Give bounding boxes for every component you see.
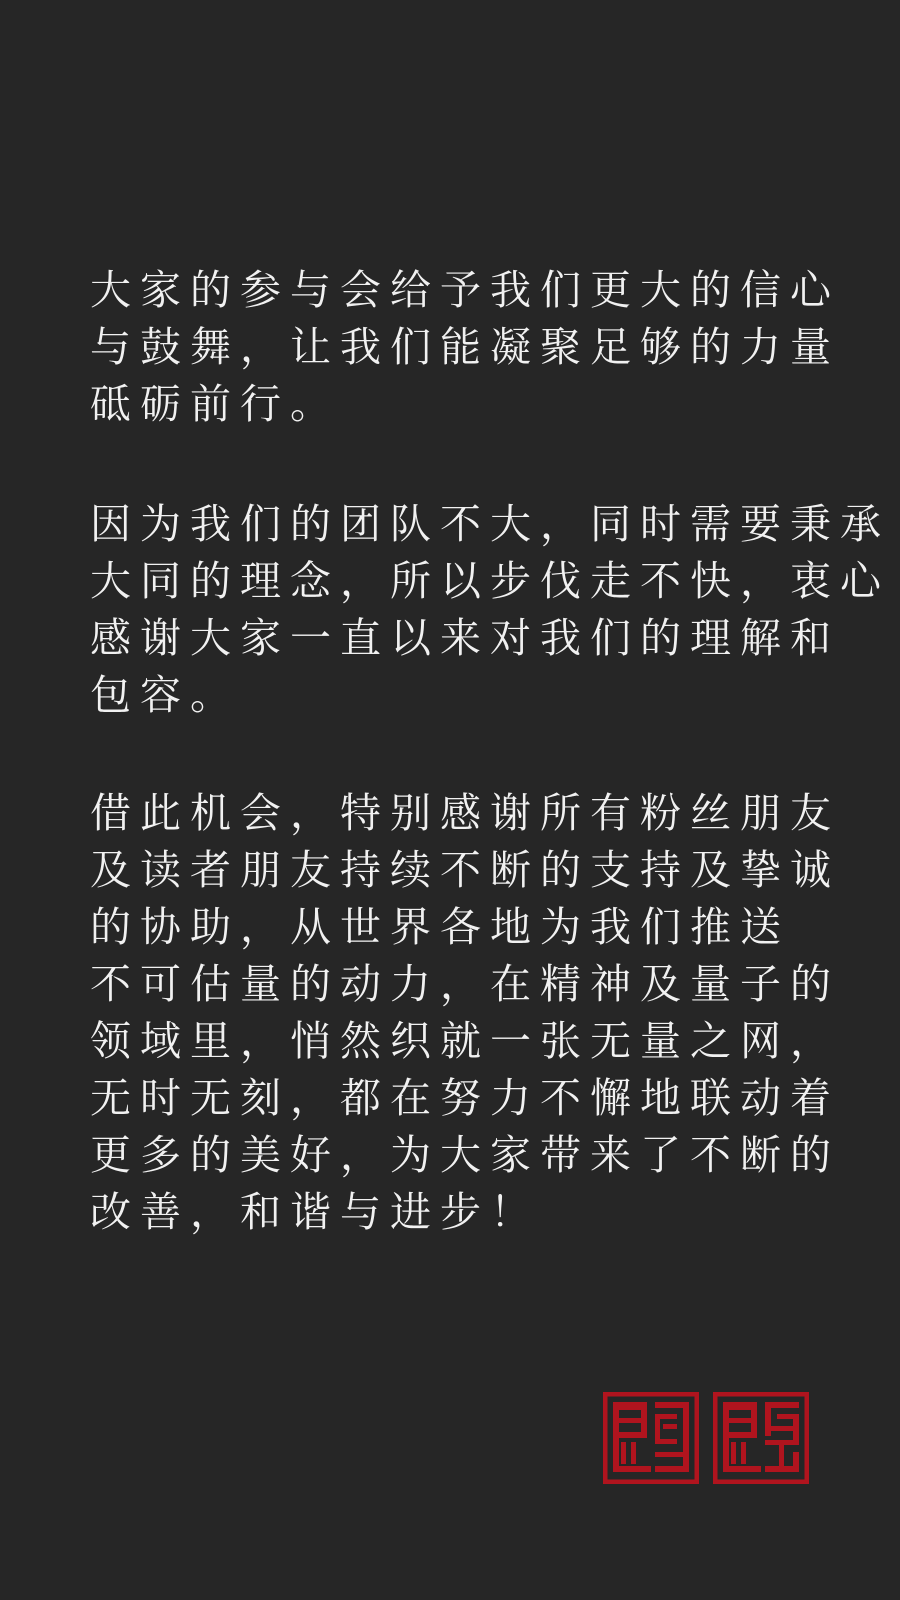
red-seal-stamp-icon	[713, 1392, 809, 1502]
text-line: 领域里，悄然织就一张无量之网，	[90, 1017, 840, 1065]
text-line: 感谢大家一直以来对我们的理解和	[90, 614, 840, 662]
text-line: 大家的参与会给予我们更大的信心	[90, 266, 840, 314]
text-line: 借此机会，特别感谢所有粉丝朋友	[90, 789, 840, 837]
paragraph-team	[90, 496, 890, 724]
text-line: 的协助，从世界各地为我们推送	[90, 903, 790, 951]
text-line: 及读者朋友持续不断的支持及挚诚	[90, 846, 840, 894]
text-line: 更多的美好，为大家带来了不断的	[90, 1131, 840, 1179]
text-line: 因为我们的团队不大，同时需要秉承	[90, 500, 890, 548]
text-line: 与鼓舞，让我们能凝聚足够的力量	[90, 323, 840, 371]
text-line: 不可估量的动力，在精神及量子的	[90, 960, 840, 1008]
text-line: 大同的理念，所以步伐走不快，衷心	[90, 557, 890, 605]
text-line: 包容。	[90, 671, 240, 719]
seal-stamps	[603, 1392, 815, 1502]
text-line: 无时无刻，都在努力不懈地联动着	[90, 1074, 840, 1122]
text-line: 改善，和谐与进步！	[90, 1188, 540, 1236]
red-seal-stamp-icon	[603, 1392, 699, 1502]
paragraph-thanks	[90, 785, 840, 1241]
text-line: 砥砺前行。	[90, 380, 340, 428]
paragraph-participation	[90, 262, 840, 433]
